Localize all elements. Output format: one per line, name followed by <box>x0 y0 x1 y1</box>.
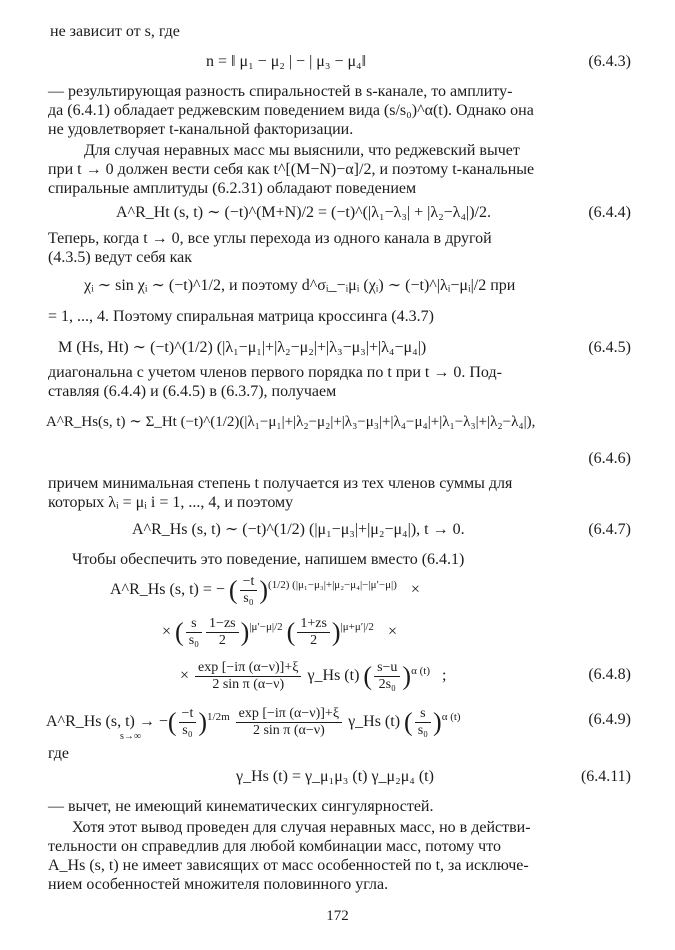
paragraph-text: Для случая неравных масс мы выяснили, что реджевский вычет <box>84 142 520 159</box>
paragraph-text: не зависит от s, где <box>50 23 180 40</box>
equation-lhs: A^R_Hs (s, t) = − <box>110 581 225 599</box>
limit-subscript: s→∞ <box>120 731 142 743</box>
equation-number: (6.4.5) <box>588 339 631 356</box>
equation-number: (6.4.7) <box>588 521 631 538</box>
equation-number: (6.4.11) <box>580 768 631 785</box>
paragraph-text: которых λᵢ = μᵢ i = 1, ..., 4, и поэтому <box>48 494 294 511</box>
equation-6-4-5: M (Hs, Ht) ∼ (−t)^(1/2) (|λ₁−μ₁|+|λ₂−μ₂|+|λ₃−μ₃|+|λ₄−μ₄|) <box>58 339 427 356</box>
equation-6-4-8-line-2: × ( $\frac{s}{\text{s₀}}$ $\frac{1-zs}{2}$ )$^{|\mu'-\mu|/2}$ ( $\frac{1+zs}{2}$ )$^{|\mu+\mu'|/2}$ × <box>162 616 397 648</box>
paragraph-text: Теперь, когда t → 0, все углы перехода из одного канала в другой <box>48 230 492 247</box>
exponent: (1/2) (|μ₁−μ₃|+|μ₂−μ₄|−|μ′−μ|) <box>268 578 397 591</box>
paragraph-text: ставляя (6.4.4) и (6.4.5) в (6.3.7), получаем <box>48 383 337 400</box>
paragraph-text: = 1, ..., 4. Поэтому спиральная матрица кроссинга (4.3.7) <box>48 308 434 325</box>
paragraph-text: не удовлетворяет t-канальной факторизации. <box>48 121 354 138</box>
page-number: 172 <box>326 908 349 924</box>
equation-6-4-7: A^R_Hs (s, t) ∼ (−t)^(1/2) (|μ₁−μ₃|+|μ₂−μ₄|), t → 0. <box>132 521 465 538</box>
equation-6-4-8-line-1: A^R_Hs (s, t) = − ( $\frac{-t}{\text{s₀}}$ )$^{(1/2) (|\mu_1-\mu_3|+|\mu_2-\mu_4|-|\mu'-\mu|)}$ × <box>110 574 420 606</box>
equation-6-4-8-line-3: × $\frac{\exp [-i\pi (\alpha-\nu)]+\xi}{\text{2 sin π (α−ν)}}$ γ_Hs (t) ( $\frac{s-u}{\text{2s₀}}$ )$^{\alpha (t)}$ ; <box>180 660 447 692</box>
equation-chi: χᵢ ∼ sin χᵢ ∼ (−t)^1/2, и поэтому d^σᵢ_−ᵢμᵢ (χᵢ) ∼ (−t)^|λᵢ−μᵢ|/2 при <box>84 277 516 294</box>
paragraph-text: где <box>48 745 70 762</box>
paragraph-text: — вычет, не имеющий кинематических сингулярностей. <box>48 798 434 815</box>
equation-number: (6.4.4) <box>588 204 631 221</box>
paragraph-text: (4.3.5) ведут себя как <box>48 249 193 266</box>
paragraph-text: да (6.4.1) обладает реджевским поведением вида (s/s₀)^α(t). Однако она <box>48 102 534 119</box>
paragraph-text: при t → 0 должен вести себя как t^[(M−N)−α]/2, и поэтому t-канальные <box>48 161 535 178</box>
paragraph-text: диагональна с учетом членов первого порядка по t при t → 0. Под- <box>48 364 502 381</box>
equation-6-4-3: n = ‖ μ₁ − μ₂ | − | μ₃ − μ₄‖ <box>206 53 367 70</box>
equation-number: (6.4.8) <box>588 666 631 683</box>
paragraph-text: нием особенностей множителя половинного угла. <box>48 876 389 893</box>
equation-6-4-4: A^R_Ht (s, t) ∼ (−t)^(M+N)/2 = (−t)^(|λ₁−λ₃| + |λ₂−λ₄|)/2. <box>116 204 491 221</box>
equation-number: (6.4.9) <box>588 711 631 728</box>
paragraph-text: A_Hs (s, t) не имеет зависящих от масс особенностей по t, за исключе- <box>48 857 529 874</box>
fraction: $\frac{-t}{\text{s₀}}$ <box>240 574 258 607</box>
equation-6-4-11: γ_Hs (t) = γ_μ₁μ₃ (t) γ_μ₂μ₄ (t) <box>236 768 434 785</box>
equation-6-4-9: A^R_Hs (s, t) → s→∞ −( $\frac{-t}{\text{s₀}}$ )$^{1/2m}$ $\frac{\exp [-i\pi (\alpha-\nu)]+\xi}{\text{2 sin π (α−ν)}}$ γ_Hs (t) ( $\frac{s}{\text{s₀}}$ )$^{\alpha (t)}$ <box>46 706 461 739</box>
paragraph-text: Чтобы обеспечить это поведение, напишем вместо (6.4.1) <box>72 551 465 568</box>
equation-number: (6.4.6) <box>588 450 631 467</box>
paragraph-text: причем минимальная степень t получается из тех членов суммы для <box>48 475 513 492</box>
paragraph-text: — результирующая разность спиральностей в s-канале, то амплиту- <box>48 83 513 100</box>
paragraph-text: Хотя этот вывод проведен для случая неравных масс, но в действи- <box>72 819 531 836</box>
paragraph-text: спиральные амплитуды (6.2.31) обладают поведением <box>48 180 417 197</box>
paragraph-text: тельности он справедлив для любой комбинации масс, потому что <box>48 838 501 855</box>
equation-number: (6.4.3) <box>588 53 631 70</box>
equation-6-4-6: A^R_Hs(s, t) ∼ Σ_Ht (−t)^(1/2)(|λ₁−μ₁|+|λ₂−μ₂|+|λ₃−μ₃|+|λ₄−μ₄|+|λ₁−λ₃|+|λ₂−λ₄|), <box>46 414 536 430</box>
